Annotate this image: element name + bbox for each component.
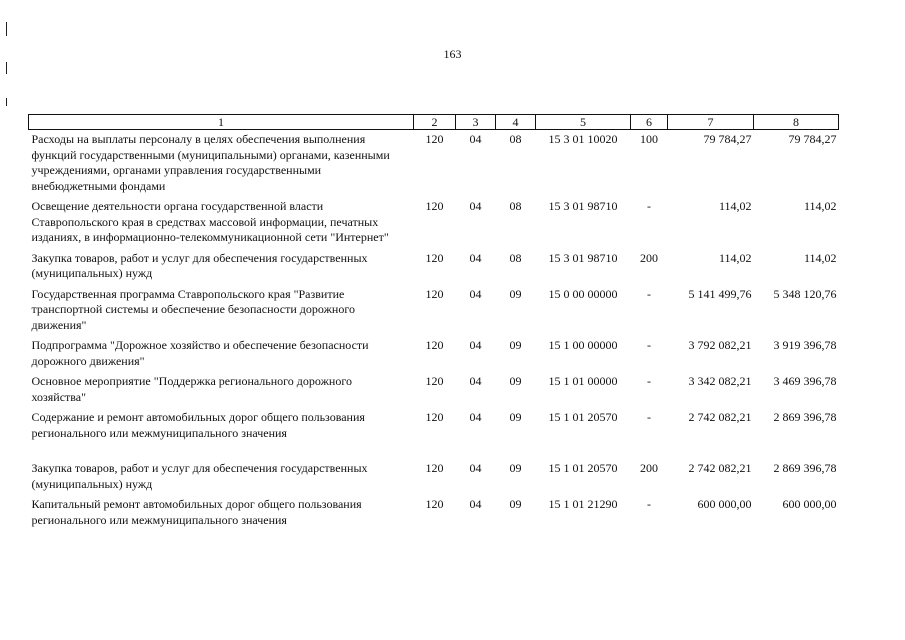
column-header: 6 (631, 115, 668, 130)
cell-code-3: 04 (469, 410, 482, 424)
row-description: Закупка товаров, работ и услуг для обеспечения государственных (муниципальных) нужд (31, 461, 368, 491)
cell-code-3: 04 (469, 338, 482, 352)
cell-code-5: 15 0 00 00000 (548, 286, 618, 301)
cell-code-6: - (647, 199, 651, 213)
column-header: 5 (536, 115, 631, 130)
cell-code-6: - (647, 338, 651, 352)
cell-code-4: 08 (509, 250, 522, 265)
cell-code-2: 120 (425, 374, 444, 388)
row-description: Освещение деятельности органа государственной власти Ставропольского края в средствах массовой информации, печатных изданиях, в информационно-телекоммуникационной сети "Интернет" (31, 199, 389, 244)
cell-code-2: 120 (425, 338, 444, 352)
cell-code-5: 15 1 01 00000 (548, 374, 618, 388)
cell-code-5: 15 3 01 98710 (548, 250, 618, 265)
cell-amount-7: 5 141 499,76 (688, 286, 752, 301)
table-row (29, 197, 839, 249)
cell-code-6: 200 (640, 461, 658, 475)
cell-amount-8: 5 348 120,76 (773, 286, 837, 301)
cell-code-4: 09 (509, 286, 522, 301)
cell-code-3: 04 (469, 286, 482, 301)
cell-code-5: 15 1 01 20570 (548, 410, 618, 424)
column-header: 3 (456, 115, 496, 130)
cell-code-6: 200 (640, 250, 658, 265)
cell-amount-8: 3 469 396,78 (773, 374, 837, 388)
cell-code-4: 09 (509, 338, 522, 352)
cell-amount-7: 2 742 082,21 (688, 410, 752, 424)
cell-amount-8: 79 784,27 (788, 132, 837, 146)
cell-code-3: 04 (469, 374, 482, 388)
cell-code-4: 09 (509, 497, 522, 511)
cell-code-5: 15 1 00 00000 (548, 338, 618, 352)
cell-code-4: 08 (509, 199, 522, 213)
cell-code-3: 04 (469, 250, 482, 265)
column-header: 7 (668, 115, 754, 130)
cell-code-5: 15 3 01 98710 (548, 199, 618, 213)
cell-code-6: - (647, 286, 651, 301)
header-row (29, 115, 839, 130)
row-description: Закупка товаров, работ и услуг для обеспечения государственных (муниципальных) нужд (31, 250, 368, 280)
table-row (29, 249, 839, 285)
row-description: Подпрограмма "Дорожное хозяйство и обеспечение безопасности дорожного движения" (31, 338, 369, 368)
cell-code-5: 15 1 01 21290 (548, 497, 618, 511)
cell-amount-7: 600 000,00 (697, 497, 752, 511)
cell-code-6: - (647, 410, 651, 424)
table-row (29, 444, 839, 495)
cell-code-6: - (647, 497, 651, 511)
cell-code-6: - (647, 374, 651, 388)
margin-mark (6, 62, 7, 74)
cell-amount-8: 2 869 396,78 (773, 410, 837, 424)
column-header: 8 (754, 115, 839, 130)
cell-amount-7: 3 342 082,21 (688, 374, 752, 388)
row-description: Государственная программа Ставропольского края "Развитие транспортной системы и обеспечение безопасности дорожного движения" (31, 286, 355, 332)
cell-code-2: 120 (425, 199, 444, 213)
cell-code-2: 120 (425, 410, 444, 424)
cell-amount-7: 114,02 (718, 199, 752, 213)
table-row (29, 336, 839, 372)
cell-code-2: 120 (425, 250, 444, 265)
cell-code-4: 09 (509, 461, 522, 475)
row-description: Содержание и ремонт автомобильных дорог общего пользования регионального или межмуниципального значения (31, 410, 365, 440)
table-body (29, 130, 839, 532)
cell-code-4: 09 (509, 410, 522, 424)
cell-code-2: 120 (425, 497, 444, 511)
cell-code-3: 04 (469, 132, 482, 146)
cell-code-5: 15 1 01 20570 (548, 461, 618, 475)
row-description: Основное мероприятие "Поддержка регионального дорожного хозяйства" (31, 374, 352, 404)
table-row (29, 372, 839, 408)
cell-code-5: 15 3 01 10020 (548, 132, 618, 146)
cell-amount-8: 3 919 396,78 (773, 338, 837, 352)
page-number: 163 (443, 47, 462, 61)
cell-code-2: 120 (425, 286, 444, 301)
cell-code-4: 09 (509, 374, 522, 388)
margin-mark (6, 22, 7, 36)
budget-table (28, 114, 839, 531)
cell-amount-8: 600 000,00 (782, 497, 837, 511)
cell-code-3: 04 (469, 497, 482, 511)
table-row (29, 130, 839, 198)
cell-code-2: 120 (425, 461, 444, 475)
cell-amount-7: 2 742 082,21 (688, 461, 752, 475)
row-description: Капитальный ремонт автомобильных дорог общего пользования регионального или межмуниципального значения (31, 497, 362, 527)
cell-code-3: 04 (469, 199, 482, 213)
cell-code-2: 120 (425, 132, 444, 146)
margin-mark (6, 98, 7, 106)
column-header: 4 (496, 115, 536, 130)
cell-amount-8: 2 869 396,78 (773, 461, 837, 475)
cell-code-4: 08 (509, 132, 522, 146)
table-row (29, 285, 839, 337)
row-description: Расходы на выплаты персоналу в целях обеспечения выполнения функций государственными (муниципальными) органами, казенными учреждениями, органами управления государственными внебюджетными фондами (31, 132, 390, 193)
cell-amount-7: 79 784,27 (703, 132, 752, 146)
cell-amount-7: 3 792 082,21 (688, 338, 752, 352)
cell-amount-7: 114,02 (718, 250, 752, 265)
column-header: 2 (414, 115, 456, 130)
table-row (29, 408, 839, 444)
cell-code-3: 04 (469, 461, 482, 475)
column-header: 1 (29, 115, 414, 130)
cell-amount-8: 114,02 (803, 199, 837, 213)
table-row (29, 495, 839, 531)
cell-code-6: 100 (640, 132, 658, 146)
cell-amount-8: 114,02 (803, 250, 837, 265)
